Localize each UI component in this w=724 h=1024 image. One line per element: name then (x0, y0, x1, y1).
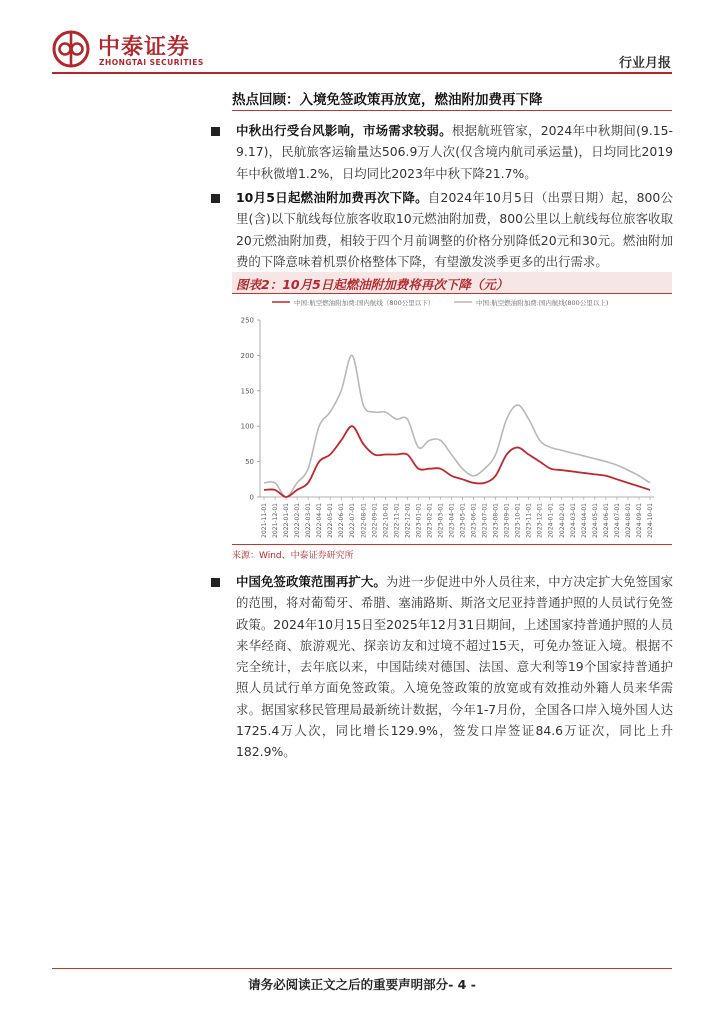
legend-label-0: 中国:航空燃油附加费:国内航线（800公里以下） (294, 299, 435, 307)
paragraph-mid-autumn (236, 120, 673, 184)
x-tick-label: 2023-09-01 (503, 503, 511, 538)
figure-title-bar (232, 272, 672, 294)
x-tick-label: 2022-10-01 (382, 503, 390, 538)
logo-english-name: ZHONGTAI SECURITIES (99, 58, 204, 67)
bullet-square-icon (211, 578, 220, 587)
x-tick-label: 2024-09-01 (635, 503, 643, 538)
paragraph-fuel-surcharge (236, 187, 673, 272)
x-tick-label: 2023-04-01 (448, 503, 456, 538)
x-tick-label: 2022-05-01 (327, 503, 335, 538)
x-tick-label: 2024-07-01 (613, 503, 621, 538)
x-tick-label: 2023-12-01 (536, 503, 544, 538)
x-tick-label: 2023-06-01 (470, 503, 478, 538)
footer-disclaimer: 请务必阅读正文之后的重要声明部分- 4 - (248, 977, 476, 992)
paragraph-body: 根据航班管家，2024年中秋期间(9.15-9.17)，民航旅客运输量达506.9万人次(仅含境内航司承运量)，日均同比2019年中秋微增1.2%，日均同比2023年中秋下降21.7%。 (236, 123, 673, 181)
x-tick-label: 2021-11-01 (261, 503, 268, 538)
x-tick-label: 2023-03-01 (437, 503, 445, 538)
x-tick-label: 2024-01-01 (547, 503, 555, 538)
x-tick-label: 2022-11-01 (393, 503, 401, 538)
x-tick-label: 2022-12-01 (404, 503, 412, 538)
x-tick-label: 2022-08-01 (360, 503, 368, 538)
logo-chinese-name: 中泰证券 (98, 35, 191, 60)
legend-label-1: 中国:航空燃油附加费:国内航线(800公里以上) (476, 299, 609, 307)
x-tick-label: 2022-06-01 (338, 503, 346, 538)
x-tick-label: 2024-05-01 (591, 503, 599, 538)
paragraph-body: 自2024年10月5日（出票日期）起，800公里(含)以下航线每位旅客收取10元燃油附加费，800公里以上航线每位旅客收取20元燃油附加费，相较于四个月前调整的价格分别降低20元和30元。燃油附加费的下降意味着机票价格整体下降，有望激发淡季更多的出行需求。 (236, 190, 673, 269)
x-tick-label: 2022-02-01 (294, 503, 302, 538)
x-tick-label: 2022-09-01 (371, 503, 379, 538)
x-tick-label: 2023-10-01 (514, 503, 522, 538)
footer-divider (52, 968, 672, 969)
x-tick-label: 2022-04-01 (316, 503, 324, 538)
x-tick-label: 2022-03-01 (305, 503, 313, 538)
header-divider (52, 72, 672, 74)
y-tick-label: 250 (240, 316, 254, 325)
x-tick-label: 2022-01-01 (283, 503, 291, 538)
paragraph-visa-free (236, 571, 673, 763)
x-tick-label: 2024-08-01 (624, 503, 632, 538)
series-line-1 (264, 355, 650, 497)
zhongtai-logo-icon (52, 30, 90, 68)
bullet-square-icon (211, 194, 220, 203)
chart-svg (232, 294, 672, 544)
section-title: 热点回顾：入境免签政策再放宽，燃油附加费再下降 (232, 92, 543, 108)
y-tick-label: 0 (249, 493, 254, 502)
x-tick-label: 2024-04-01 (580, 503, 588, 538)
x-tick-label: 2023-05-01 (459, 503, 467, 538)
x-tick-label: 2024-06-01 (602, 503, 610, 538)
paragraph-lead: 中秋出行受台风影响，市场需求较弱。 (236, 123, 452, 138)
x-tick-label: 2024-03-01 (569, 503, 577, 538)
paragraph-lead: 中国免签政策范围再扩大。 (236, 574, 386, 589)
bullet-square-icon (211, 127, 220, 136)
x-tick-label: 2021-12-01 (272, 503, 280, 538)
chart-bottom-divider (232, 544, 672, 545)
x-tick-label: 2022-07-01 (349, 503, 357, 538)
figure-title: 图表2：10月5日起燃油附加费将再次下降（元） (236, 277, 509, 292)
x-tick-label: 2024-02-01 (558, 503, 566, 538)
y-tick-label: 200 (240, 351, 254, 360)
paragraph-lead: 10月5日起燃油附加费再次下降。 (236, 190, 428, 205)
figure-source: 来源：Wind、中泰证券研究所 (232, 551, 354, 561)
company-logo (52, 28, 222, 70)
section-divider (232, 110, 672, 111)
x-tick-label: 2023-08-01 (492, 503, 500, 538)
report-type-label: 行业月报 (618, 56, 671, 71)
x-tick-label: 2023-11-01 (525, 503, 533, 538)
paragraph-body: 为进一步促进中外人员往来，中方决定扩大免签国家的范围，将对葡萄牙、希腊、塞浦路斯、斯洛文尼亚持普通护照的人员试行免签政策。2024年10月15日至2025年12月31日期间，上述国家持普通护照的人员来华经商、旅游观光、探亲访友和过境不超过15天，可免办签证入境。根据不完全统计，去年底以来，中国陆续对德国、法国、意大利等19个国家持普通护照人员试行单方面免签政策。入境免签政策的放宽或有效推动外籍人员来华需求。据国家移民管理局最新统计数据，今年1-7月份，全国各口岸入境外国人达1725.4万人次，同比增长129.9%，签发口岸签证84.6万证次，同比上升182.9%。 (236, 574, 674, 760)
x-tick-label: 2024-10-01 (647, 503, 654, 538)
x-tick-label: 2023-01-01 (415, 503, 423, 538)
x-tick-label: 2023-07-01 (481, 503, 489, 538)
y-tick-label: 150 (240, 387, 254, 396)
y-tick-label: 100 (240, 422, 254, 431)
x-tick-label: 2023-02-01 (426, 503, 434, 538)
y-tick-label: 50 (245, 458, 254, 467)
fuel-surcharge-chart (232, 294, 672, 544)
